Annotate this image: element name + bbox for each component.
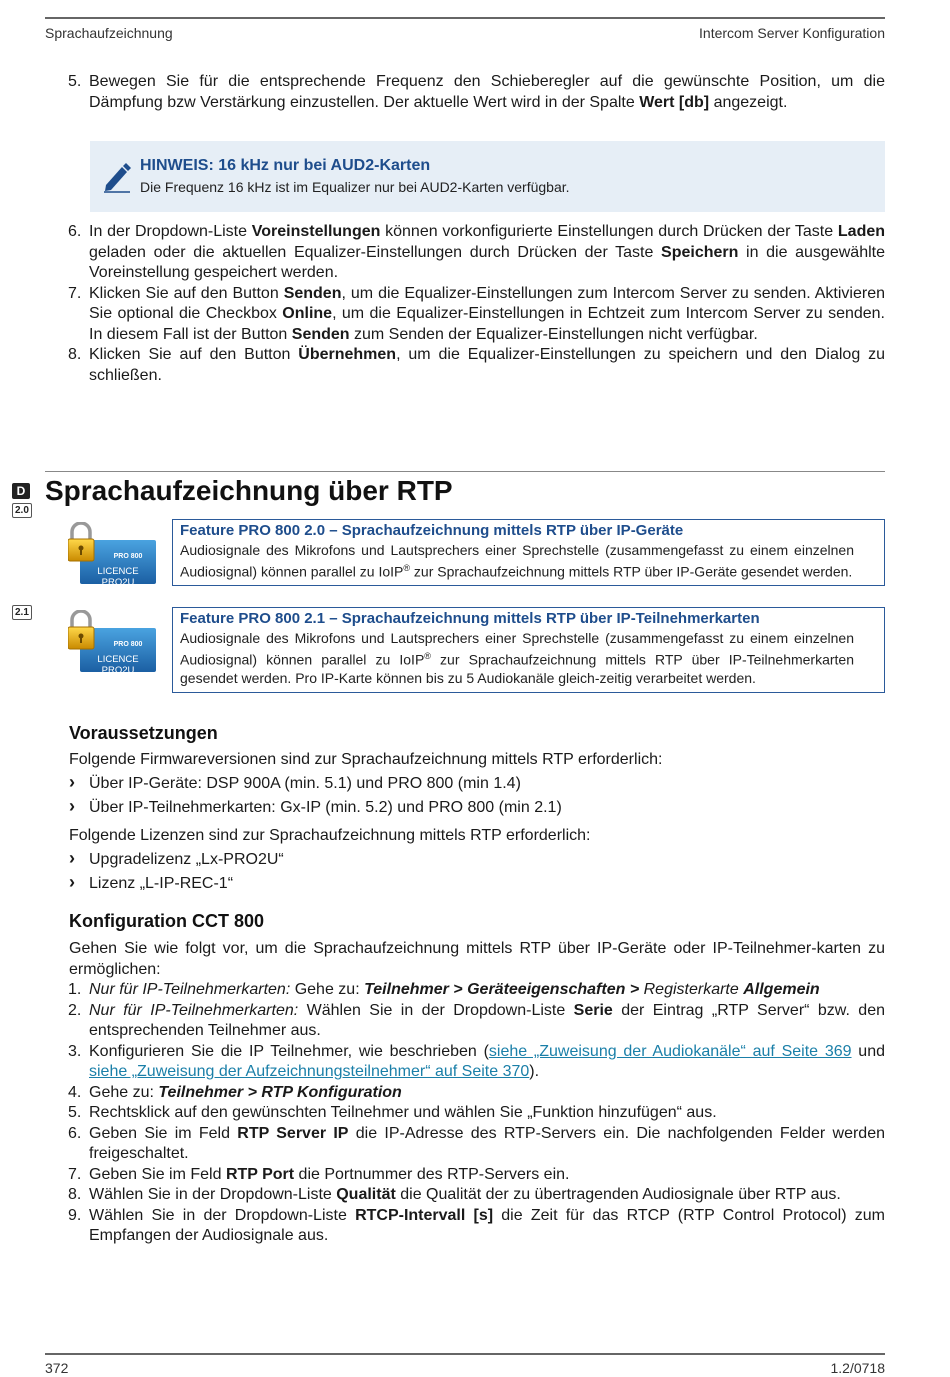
item-text: , um die Equalizer-Einstellungen in Echtzeit zum Intercom Server zu senden. In diesem Fall ist der Button: [89, 305, 886, 343]
list-item: [68, 1185, 885, 1206]
list-item: [68, 1206, 885, 1247]
item-text: in die ausgewählte Voreinstellung gespeichert werden.: [89, 243, 886, 281]
list-item: › Upgradelizenz „Lx-PRO2U“: [69, 848, 284, 872]
config-title: Konfiguration CCT 800: [69, 911, 265, 931]
item-number: 6.: [68, 1124, 82, 1142]
item-text: geladen oder die aktuellen Equalizer-Einstellungen durch Drücken der Taste: [89, 243, 662, 261]
item-number: 5.: [68, 1104, 82, 1121]
link-audio-channels[interactable]: siehe „Zuweisung der Audiokanäle“ auf Seite 369: [488, 1042, 852, 1060]
note-body: Die Frequenz 16 kHz ist im Equalizer nur bei AUD2-Karten verfügbar.: [140, 179, 570, 195]
section-title: Sprachaufzeichnung über RTP: [45, 475, 453, 506]
header-rule: [45, 17, 885, 19]
item-text: ).: [529, 1063, 540, 1080]
list-item: [68, 1042, 885, 1083]
item-text: Bewegen Sie für die entsprechende Frequenz den Schieberegler auf die gewünschte Position, um die Dämpfung bzw Verstärkung einzustellen. Der aktuelle Wert wird in der Spalte: [89, 73, 885, 111]
list-item: [68, 345, 885, 386]
feature-title: Feature PRO 800 2.0 – Sprachaufzeichnung mittels RTP über IP-Geräte: [180, 522, 684, 539]
item-bold: Wert [db]: [639, 93, 710, 111]
version-badge-21: 2.1: [12, 605, 32, 620]
language-badge: D: [12, 483, 30, 499]
item-text: die Qualität der zu übertragenden Audiosignale über RTP aus.: [395, 1186, 841, 1203]
item-bold-italic: Teilnehmer > RTP Konfiguration: [158, 1083, 402, 1101]
feature-text: Audiosignale des Mikrofons und Lautsprechers einer Sprechstelle (zusammengefasst zu einem einzelnen Audiosignal) können parallel zu IoIP: [180, 629, 854, 668]
pencil-icon: [102, 161, 132, 193]
item-text: Geben Sie im Feld: [89, 1124, 238, 1142]
item-number: 2.: [68, 1001, 82, 1019]
item-number: 1.: [68, 981, 82, 998]
feature-box-20: [172, 519, 885, 586]
item-bold-italic: Allgemein: [743, 981, 820, 998]
list-item: [68, 72, 885, 113]
item-bold: Senden: [283, 284, 342, 302]
item-text: Wählen Sie in der Dropdown-Liste: [298, 1001, 574, 1019]
item-bold: Online: [282, 305, 333, 322]
item-text: Wählen Sie in der Dropdown-Liste: [89, 1186, 337, 1203]
section-rule: [45, 471, 885, 472]
list-item: › Über IP-Geräte: DSP 900A (min. 5.1) und PRO 800 (min 1.4): [69, 772, 562, 796]
document-version: 1.2/0718: [830, 1360, 885, 1376]
step-list-2: [68, 222, 885, 386]
item-number: 7.: [68, 284, 82, 302]
item-text: , um die Equalizer-Einstellungen zum Intercom Server zu senden. Aktivieren Sie optional die Checkbox: [89, 284, 886, 322]
list-item: [68, 222, 885, 284]
item-text: die Portnummer des RTP-Servers ein.: [294, 1165, 570, 1183]
link-recording-participants[interactable]: siehe „Zuweisung der Aufzeichnungsteilnehmer“ auf Seite 370: [89, 1063, 530, 1080]
item-number: 3.: [68, 1042, 82, 1060]
feature-text: zur Sprachaufzeichnung mittels RTP über IP-Teilnehmerkarten gesendet werden. Pro IP-Karte können bis zu 5 Audiokanäle gleich-zeitig verarbeitet werden.: [180, 651, 854, 687]
item-number: 8.: [68, 346, 82, 363]
item-number: 9.: [68, 1206, 82, 1224]
config-steps: [68, 980, 885, 1247]
item-text: und: [851, 1042, 885, 1060]
item-bold: Senden: [291, 325, 350, 343]
item-text: Wählen Sie in der Dropdown-Liste: [89, 1206, 356, 1224]
item-number: 5.: [68, 73, 82, 90]
list-item: [68, 1124, 885, 1165]
prereq-title: Voraussetzungen: [69, 723, 218, 743]
feature-body: [180, 629, 854, 688]
version-badge-20: 2.0: [12, 503, 32, 518]
header-right: Intercom Server Konfiguration: [699, 25, 885, 41]
item-number: 8.: [68, 1186, 82, 1203]
prereq-fw-list: [69, 772, 562, 820]
item-text: zum Senden der Equalizer-Einstellungen nicht verfügbar.: [349, 325, 758, 343]
license-label-2: LICENCE PRO2U: [97, 654, 139, 676]
item-bold: RTP Server IP: [237, 1124, 349, 1142]
page-number: 372: [45, 1360, 69, 1376]
item-bold: Übernehmen: [298, 346, 397, 363]
license-image: [68, 522, 158, 587]
license-label-2: LICENCE PRO2U: [97, 566, 139, 588]
list-item: [68, 1165, 885, 1186]
item-text: können vorkonfigurierte Einstellungen durch Drücken der Taste: [380, 223, 838, 240]
license-image: [68, 610, 158, 675]
item-bold: RTCP-Intervall [s]: [355, 1206, 494, 1224]
list-item: [68, 1001, 885, 1042]
feature-body: [180, 541, 854, 582]
feature-box-21: [172, 607, 885, 693]
item-bold: RTP Port: [225, 1165, 295, 1183]
license-label-1: PRO 800: [113, 641, 143, 648]
item-italic: Registerkarte: [639, 981, 744, 998]
prereq-lic-intro: Folgende Lizenzen sind zur Sprachaufzeichnung mittels RTP erforderlich:: [69, 827, 591, 844]
item-number: 7.: [68, 1165, 82, 1183]
item-text: , um die Equalizer-Einstellungen zu speichern und den Dialog zu schließen.: [89, 346, 885, 384]
item-text: Geben Sie im Feld: [89, 1165, 226, 1183]
feature-title: Feature PRO 800 2.1 – Sprachaufzeichnung mittels RTP über IP-Teilnehmerkarten: [180, 610, 760, 627]
item-bold: Qualität: [336, 1186, 396, 1203]
note-box: [90, 141, 885, 212]
footer-rule: [45, 1353, 885, 1355]
item-text: die IP-Adresse des RTP-Servers ein. Die nachfolgenden Felder werden freigeschaltet.: [89, 1124, 885, 1162]
item-bold-italic: Teilnehmer > Geräteeigenschaften >: [364, 981, 640, 998]
prereq-lic-list: [69, 848, 284, 896]
registered-mark: ®: [403, 563, 411, 573]
item-number: 4.: [68, 1083, 82, 1101]
item-text: Klicken Sie auf den Button: [89, 346, 299, 363]
item-text: angezeigt.: [709, 93, 788, 111]
note-title: HINWEIS: 16 kHz nur bei AUD2-Karten: [140, 157, 431, 174]
item-italic: Nur für IP-Teilnehmerkarten:: [89, 981, 291, 998]
license-label-1: PRO 800: [113, 553, 143, 560]
item-bold: Voreinstellungen: [251, 223, 381, 240]
item-text: In der Dropdown-Liste: [89, 223, 252, 240]
item-text: Rechtsklick auf den gewünschten Teilnehmer und wählen Sie „Funktion hinzufügen“ aus.: [89, 1104, 717, 1121]
list-item: [68, 1083, 885, 1104]
item-text: die Zeit für das RTCP (RTP Control Protocol) zum Empfangen der Audiosignale aus.: [89, 1206, 886, 1244]
list-item: › Lizenz „L-IP-REC-1“: [69, 872, 284, 896]
item-text: Gehe zu:: [290, 981, 365, 998]
prereq-fw-intro: Folgende Firmwareversionen sind zur Sprachaufzeichnung mittels RTP erforderlich:: [69, 751, 663, 768]
item-italic: Nur für IP-Teilnehmerkarten:: [89, 1001, 299, 1019]
item-text: Konfigurieren Sie die IP Teilnehmer, wie beschrieben (: [89, 1042, 489, 1060]
item-number: 6.: [68, 223, 82, 240]
item-text: Klicken Sie auf den Button: [89, 284, 284, 302]
list-item: [68, 284, 885, 346]
feature-text: Audiosignale des Mikrofons und Lautsprechers einer Sprechstelle (zusammengefasst zu einem einzelnen Audiosignal) können parallel zu IoIP: [180, 541, 854, 580]
item-text: der Eintrag „RTP Server“ bzw. den entsprechenden Teilnehmer aus.: [89, 1001, 886, 1039]
list-item: › Über IP-Teilnehmerkarten: Gx-IP (min. 5.2) und PRO 800 (min 2.1): [69, 796, 562, 820]
list-item: [68, 980, 885, 1001]
step-list-1: [68, 72, 885, 113]
header-left: Sprachaufzeichnung: [45, 25, 173, 41]
registered-mark: ®: [424, 651, 431, 661]
item-bold: Laden: [837, 223, 886, 240]
list-item: [68, 1103, 885, 1124]
item-bold: Serie: [573, 1001, 613, 1019]
config-intro: Gehen Sie wie folgt vor, um die Sprachaufzeichnung mittels RTP über IP-Geräte oder IP-Teilnehmer-karten zu ermöglichen:: [69, 940, 885, 978]
item-text: Gehe zu:: [89, 1083, 159, 1101]
item-bold: Speichern: [661, 243, 739, 261]
feature-text: zur Sprachaufzeichnung mittels RTP über IP-Geräte gesendet werden.: [410, 563, 853, 580]
